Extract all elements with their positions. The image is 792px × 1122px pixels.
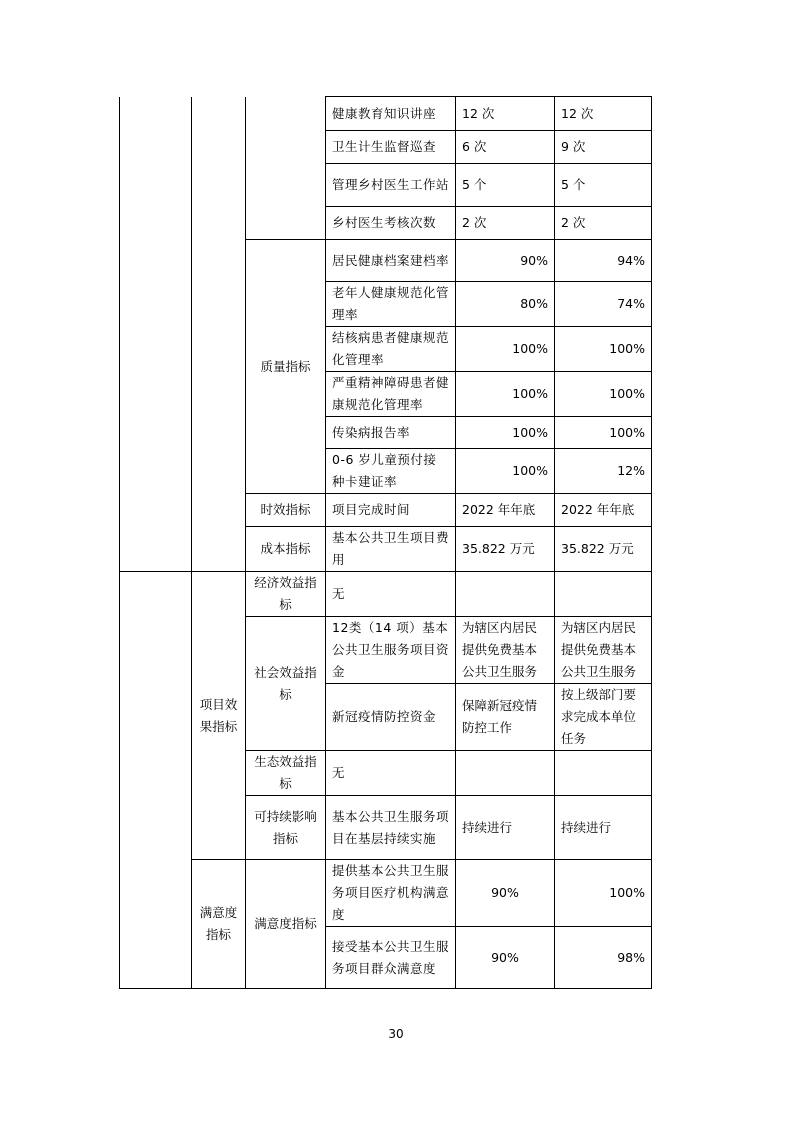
actual-value-cell [555,572,652,617]
page-number: 30 [388,1027,404,1041]
metric-cell: 0-6 岁儿童预付接种卡建证率 [326,449,456,494]
target-value-cell: 持续进行 [456,796,555,860]
target-value-cell: 100% [456,372,555,417]
table-row [120,572,652,617]
target-value-cell: 为辖区内居民提供免费基本公共卫生服务 [456,617,555,684]
target-value-cell: 保障新冠疫情防控工作 [456,684,555,751]
table-row [120,860,652,927]
level1-cell-continued [120,97,192,572]
metric-cell: 老年人健康规范化管理率 [326,282,456,327]
level2-cell: 时效指标 [246,494,326,527]
metric-cell: 卫生计生监督巡查 [326,131,456,164]
metric-cell: 基本公共卫生服务项目在基层持续实施 [326,796,456,860]
metric-cell: 居民健康档案建档率 [326,240,456,282]
metric-cell: 健康教育知识讲座 [326,97,456,131]
metric-cell: 新冠疫情防控资金 [326,684,456,751]
table-row [120,97,652,131]
target-value-cell: 2022 年年底 [456,494,555,527]
target-value-cell: 5 个 [456,164,555,207]
target-value-cell: 90% [456,240,555,282]
actual-value-cell: 2022 年年底 [555,494,652,527]
level2-cell-continued [246,97,326,240]
metric-cell: 无 [326,751,456,796]
actual-value-cell: 按上级部门要求完成本单位任务 [555,684,652,751]
left-margin-cell [120,572,192,989]
metric-cell: 提供基本公共卫生服务项目医疗机构满意度 [326,860,456,927]
level1-cell: 满意度指标 [192,860,246,989]
metric-cell: 严重精神障碍患者健康规范化管理率 [326,372,456,417]
target-value-cell: 12 次 [456,97,555,131]
actual-value-cell: 100% [555,860,652,927]
level1-subcell-continued [192,97,246,572]
actual-value-cell: 100% [555,372,652,417]
target-value-cell [456,751,555,796]
target-value-cell: 100% [456,417,555,449]
actual-value-cell: 12% [555,449,652,494]
actual-value-cell: 2 次 [555,207,652,240]
target-value-cell: 100% [456,327,555,372]
target-value-cell: 35.822 万元 [456,527,555,572]
metric-cell: 结核病患者健康规范化管理率 [326,327,456,372]
target-value-cell: 6 次 [456,131,555,164]
level2-cell: 经济效益指标 [246,572,326,617]
performance-indicator-table [119,96,652,989]
level1-cell: 项目效果指标 [192,572,246,860]
level2-cell: 可持续影响指标 [246,796,326,860]
target-value-cell [456,572,555,617]
target-value-cell: 100% [456,449,555,494]
actual-value-cell [555,751,652,796]
actual-value-cell: 持续进行 [555,796,652,860]
target-value-cell: 80% [456,282,555,327]
target-value-cell: 90% [456,927,555,989]
level2-cell: 满意度指标 [246,860,326,989]
metric-cell: 乡村医生考核次数 [326,207,456,240]
metric-cell: 12类（14 项）基本公共卫生服务项目资金 [326,617,456,684]
metric-cell: 项目完成时间 [326,494,456,527]
actual-value-cell: 35.822 万元 [555,527,652,572]
actual-value-cell: 12 次 [555,97,652,131]
metric-cell: 无 [326,572,456,617]
metric-cell: 基本公共卫生项目费用 [326,527,456,572]
metric-cell: 接受基本公共卫生服务项目群众满意度 [326,927,456,989]
actual-value-cell: 100% [555,417,652,449]
level2-cell: 成本指标 [246,527,326,572]
level2-cell: 生态效益指标 [246,751,326,796]
target-value-cell: 90% [456,860,555,927]
actual-value-cell: 9 次 [555,131,652,164]
actual-value-cell: 74% [555,282,652,327]
target-value-cell: 2 次 [456,207,555,240]
metric-cell: 管理乡村医生工作站 [326,164,456,207]
actual-value-cell: 98% [555,927,652,989]
actual-value-cell: 为辖区内居民提供免费基本公共卫生服务 [555,617,652,684]
level2-cell: 社会效益指标 [246,617,326,751]
actual-value-cell: 5 个 [555,164,652,207]
actual-value-cell: 100% [555,327,652,372]
level2-cell: 质量指标 [246,240,326,494]
actual-value-cell: 94% [555,240,652,282]
metric-cell: 传染病报告率 [326,417,456,449]
